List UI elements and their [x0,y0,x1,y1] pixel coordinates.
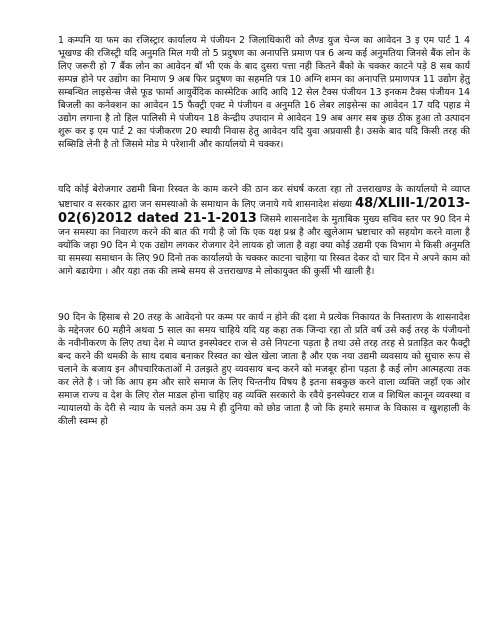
paragraph-ninety-days: 90 दिन के हिसाब से 20 तरह के आवेदनो पर कम्म पर कार्य न होने की दशा मे प्रत्येक निकायत के निस्तारण के शासनादेश के मद्देनजर 60 महीने अथवा 5 साल का समय चाहिये यदि यह कहा तक जिन्दा रहा तो प्रति वर्ष उसे कई तरह के पंजीयनो के नवीनीकरण के लिए तथा देश मे व्याप्त इनस्पेक्टर राज से उसे निपटना पड़ता है तथा उसे तरह तरह से प्रताड़ित कर फैक्ट्री बन्द करने की धमकी के साथ दबाव बनाकर रिस्वत का खेल खेला जाता है और एक नया उद्यमी व्यवसाय को सुचारु रूप से चलाने के बजाय इन औपचारिकताओं मे उलझते हुए व्यवसाय बन्द करने को मजबूर होना पड़ता है कई लोग आत्महत्या तक कर लेते है । जो कि आप हम और सारे समाज के लिए चिन्तनीय विषय है इतना सबकुछ करने वाला व्यक्ति जहाँ एक ओर समाज राज्य व देश के लिए रोल माडल होना चाहिए वह व्यक्ति सरकारो के रवैये इनस्पेक्टर राज व शिथिल कानून व्यवस्था व न्यायालयो के देरी से न्याय के चलते कम उम्र मे ही दुनिया को छोड जाता है जो कि हमारे समाज के विकास व खुशहाली के कीली स्वम्भ हो [58,312,470,427]
paragraph-2-text-before: यदि कोई बेरोजगार उद्यमी बिना रिस्वत के काम करने की ठान कर संघर्ष करता रहा तो उत्तराखण्ड के कार्यालयो मे व्याप्त भ्रष्टाचार व सरकार द्वारा जन समस्याओ के समाधान के लिए जनाये गये शासनादेश संख्या [58,184,470,210]
paragraph-approval-steps: 1 कम्पनि या फम का रजिस्ट्रार कार्यालय मे पंजीयन 2 जिलाधिकारी को लैण्ड युज चेन्ज का आवेदन 3 इ एम पार्ट 1 4 भूखण्ड की रजिस्ट्री यदि अनुमति मिल गयी तो 5 प्रदुषण का अनापत्ति प्रमाण पत्र 6 अन्य कई अनुमतिया जिनसे बैंक लोन के लिए जरूरी हो 7 बैंक लोन का आवेदन बॉ भी एक के बाद दुसरा पत्ता नही कितने बैंको के चक्कर काटने पड़े 8 सब कार्य सम्पन्न होने पर उद्योग का निमाण 9 अब फिर प्रदुषण का सहमति पत्र 10 अग्नि शमन का अनापत्ति प्रमाणपत्र 11 उद्योग हेतु सम्बन्धित लाइसेन्स जैसे फूड फार्मा आयुर्वेदिक कास्मेटिक आदि आदि 12 सेल टैक्स पंजीयन 13 इनकम टैक्स पंजीयन 14 बिजली का कनेक्शन का आवेदन 15 फैक्ट्री एक्ट मे पंजीयन व अनुमति 16 लेबर लाइसेन्स का आवेदन 17 यदि पहाड मे उद्योग लगाना है तो हिल पालिसी मे पंजीयन 18 केन्द्रीय उपादान मे आवेदन 19 अब अगर सब कुछ ठीक हुआ तो उत्पादन शुरू कर इ एम पार्ट 2 का पंजीकरण 20 स्थायी निवास हेतु आवेदन यदि युवा अप्रवासी है। उसके बाद यदि किसी तरह की सब्सिडि लेनी है तो जिसमे मोड मे परेशानी और कार्यालयो मे चक्कर। [58,35,470,150]
paragraph-government-order [58,183,470,278]
paragraph-2-text-after: जिसमे शासनादेश के मुताबिक मुख्य सचिव स्तर पर 90 दिन मे जन समस्या का निवारण करने की बात की गयी है जो कि एक यक्ष प्रश्न है और खुलेआम भ्रष्टाचार को सहयोग करने वाला है क्योंकि जहा 90 दिन मे एक उद्योग लगकर रोजगार देने लायक हो जाता है वहा क्या कोई उद्यमी एक विभाग मे किसी अनुमति या समस्या समाधान के लिए 90 दिनो तक कार्यालयो के चक्कर काटना चाहेगा या रिस्वत देकर दो चार दिन मे अपने काम को आगे बढायेगा । और यहा तक की लम्बे समय से उत्तराखण्ड मे लोकायुक्त की कुर्सी भी खाली है। [58,214,470,277]
government-order-number: 48/XLIII-1/2013-02(6)2012 dated 21-1-2013 [58,196,470,226]
document-page [58,34,470,428]
